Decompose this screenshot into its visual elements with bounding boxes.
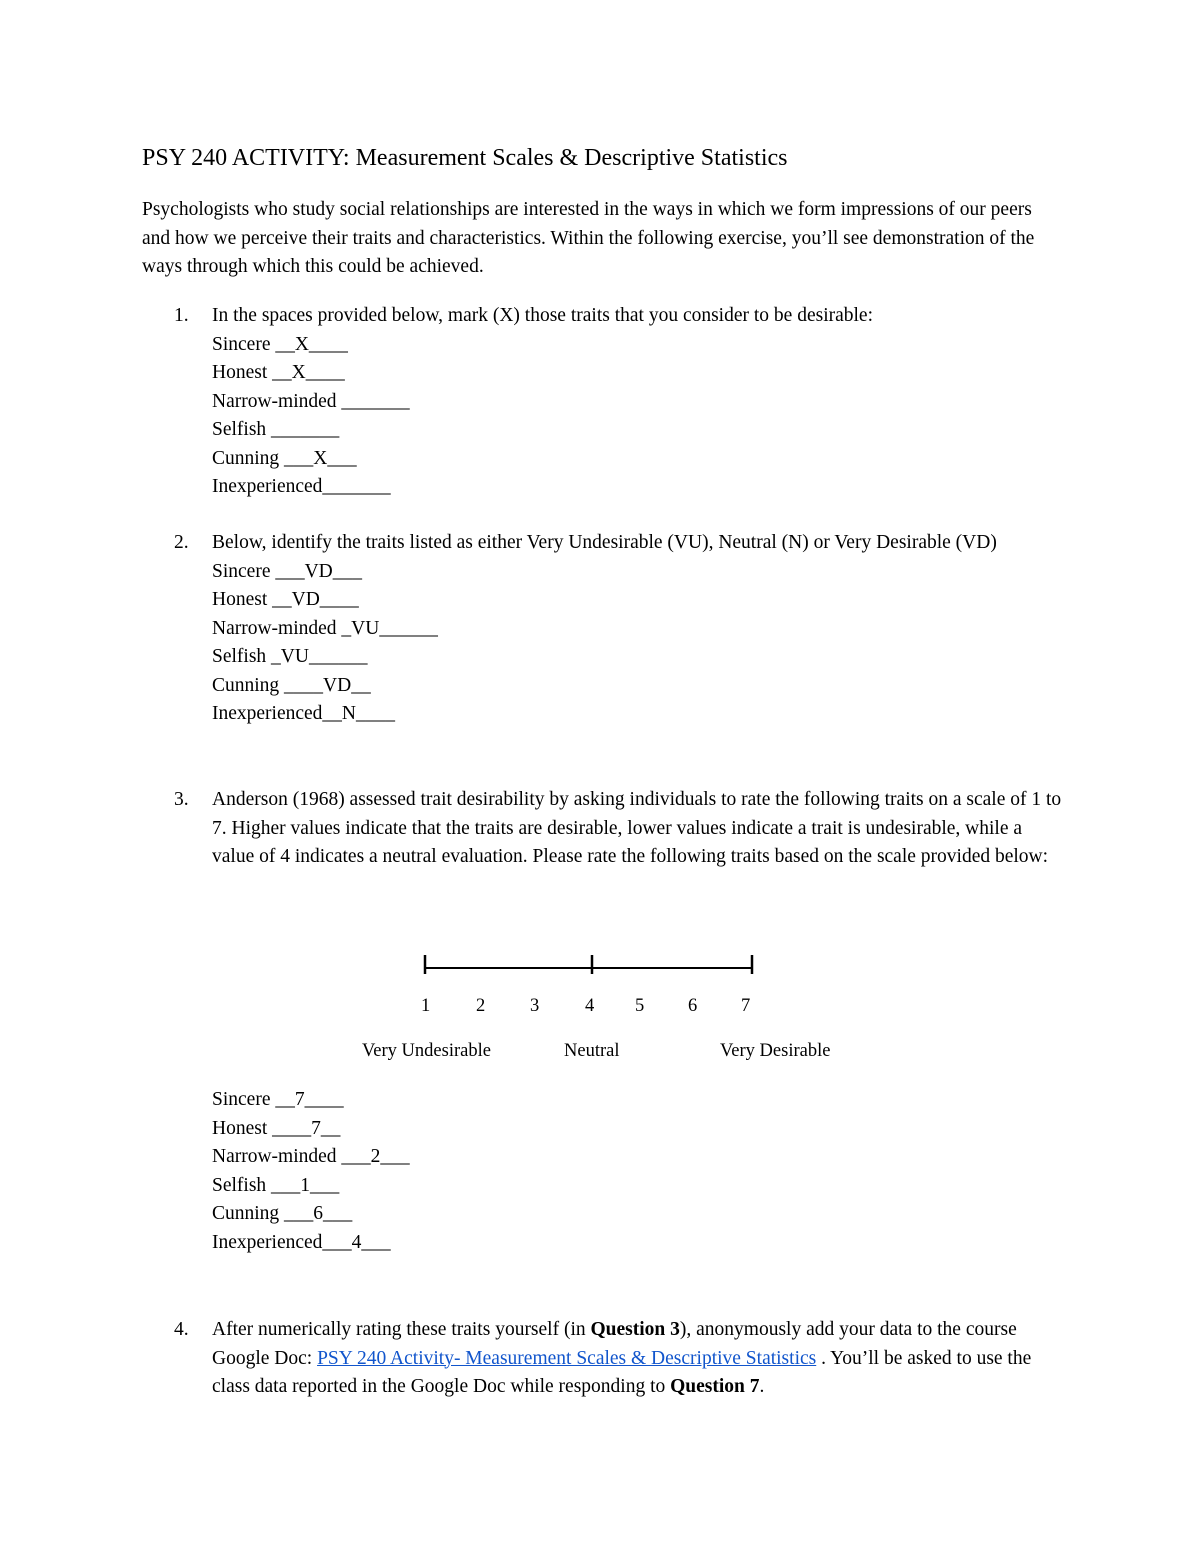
google-doc-link[interactable]: PSY 240 Activity- Measurement Scales & Descriptive Statistics (317, 1347, 817, 1369)
trait-item: Sincere ___VD___ (212, 560, 363, 582)
trait-item: Selfish ___1___ (212, 1174, 340, 1196)
scale-number: 7 (741, 996, 751, 1016)
trait-item: Narrow-minded ___2___ (212, 1146, 410, 1167)
scale-number: 5 (635, 996, 645, 1016)
question-1 (174, 302, 1064, 502)
scale-number: 2 (476, 996, 486, 1016)
scale-number: 4 (585, 996, 595, 1016)
intro-text: Psychologists who study social relationships are interested in the ways in which we form impressions of our peers and how we perceive their traits and characteristics. Within the following exercise, you’ll see demonstration of the ways through which this could be achieved. (142, 199, 1035, 277)
question-4 (174, 1316, 1064, 1402)
scale-number: 3 (530, 996, 540, 1016)
scale-label-very-undesirable: Very Undesirable (362, 1041, 491, 1061)
trait-item: Honest __X____ (212, 362, 345, 383)
trait-item: Cunning ___X___ (212, 447, 357, 469)
scale-number: 6 (688, 996, 698, 1016)
scale-number: 1 (421, 996, 431, 1016)
q4-bold-question-7: Question 7 (670, 1376, 760, 1397)
trait-item: Sincere __7____ (212, 1089, 344, 1110)
question-prompt (212, 1316, 1064, 1402)
q4-text-before: After numerically rating these traits yourself (in (212, 1319, 591, 1340)
question-number: 3. (174, 789, 189, 810)
question-number: 4. (174, 1319, 189, 1340)
page-title: PSY 240 ACTIVITY: Measurement Scales & Descriptive Statistics (142, 145, 788, 171)
trait-item: Sincere __X____ (212, 333, 348, 355)
trait-item: Inexperienced_______ (212, 476, 391, 497)
question-prompt: Anderson (1968) assessed trait desirability by asking individuals to rate the following traits on a scale of 1 to 7. Higher values indicate that the traits are desirable, lower values indicate a trait is undesirable, while a value of 4 indicates a neutral evaluation. Please rate the following traits based on the scale provided below: (212, 789, 1062, 867)
trait-item: Cunning ____VD__ (212, 674, 371, 696)
question-number: 1. (174, 305, 189, 326)
question-3 (174, 786, 1064, 872)
q4-text-after: . You’ll be asked to use the class data reported in the Google Doc while responding to (212, 1347, 1032, 1397)
trait-item: Selfish _______ (212, 419, 340, 440)
scale-label-very-desirable: Very Desirable (720, 1041, 831, 1061)
scale-label-neutral: Neutral (564, 1041, 620, 1061)
intro-paragraph (142, 196, 1062, 282)
trait-item: Cunning ___6___ (212, 1203, 353, 1224)
q4-text-mid: ), anonymously add your data to the course Google Doc: (212, 1319, 1017, 1369)
question-3-ratings (212, 1086, 410, 1257)
question-2 (174, 529, 1064, 729)
trait-item: Selfish _VU______ (212, 646, 368, 667)
trait-item: Inexperienced___4___ (212, 1231, 391, 1253)
question-number: 2. (174, 532, 189, 553)
question-prompt: In the spaces provided below, mark (X) those traits that you consider to be desirable: (212, 305, 874, 326)
trait-item: Honest __VD____ (212, 589, 359, 610)
trait-item: Inexperienced__N____ (212, 703, 396, 724)
question-prompt: Below, identify the traits listed as either Very Undesirable (VU), Neutral (N) or Very Desirable (VD) (212, 532, 997, 553)
q4-text-end: . (759, 1376, 765, 1397)
trait-item: Narrow-minded _______ (212, 390, 410, 412)
trait-item: Narrow-minded _VU______ (212, 617, 438, 639)
trait-item: Honest ____7__ (212, 1117, 341, 1139)
q4-bold-question-3: Question 3 (590, 1319, 680, 1340)
